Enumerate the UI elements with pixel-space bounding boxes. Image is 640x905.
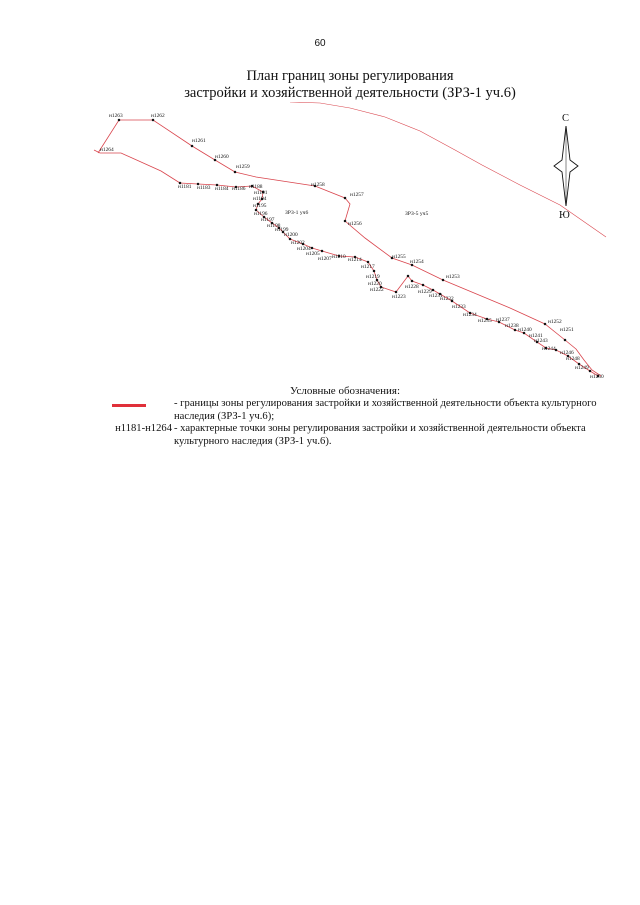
point-label: н1198 [267, 223, 281, 229]
point-label: н1191 [254, 190, 268, 196]
boundary-point-marker [564, 339, 567, 342]
map-canvas [88, 102, 608, 384]
point-label: н1229 [418, 289, 432, 295]
boundary-point-marker [589, 370, 592, 373]
boundary-point-marker [191, 145, 194, 148]
boundary-point-marker [514, 329, 517, 332]
point-label: н1195 [253, 203, 267, 209]
boundary-point-marker [344, 197, 347, 200]
boundary-point-marker [411, 280, 414, 283]
point-label: н1214 [348, 257, 362, 263]
point-label: н1223 [392, 294, 406, 300]
boundary-line-west-end [94, 150, 180, 183]
boundary-point-marker [234, 171, 237, 174]
point-label: н1233 [452, 304, 466, 310]
point-label: н1259 [236, 164, 250, 170]
legend-title: Условные обозначения: [290, 385, 401, 397]
characteristic-points [118, 119, 600, 378]
point-label: н1241 [529, 333, 543, 339]
boundary-point-marker [311, 247, 314, 250]
point-label: н1249 [575, 365, 589, 371]
point-label: н1222 [370, 287, 384, 293]
point-label: н1251 [560, 327, 574, 333]
point-label: н1183 [197, 185, 211, 191]
boundary-point-marker [367, 261, 370, 264]
point-label: н1200 [284, 232, 298, 238]
point-label: н1207 [318, 256, 332, 262]
point-label: н1260 [215, 154, 229, 160]
point-labels [100, 113, 604, 380]
point-label: н1234 [463, 312, 477, 318]
point-label: н1217 [361, 264, 375, 270]
legend-points-key: н1181-н1264 [115, 423, 172, 434]
point-label: н1232 [440, 296, 454, 302]
boundary-point-marker [321, 250, 324, 253]
point-label: н1197 [261, 217, 275, 223]
point-label: н1243 [534, 338, 548, 344]
zone-label: ЗРЗ-5 уч5 [405, 211, 429, 217]
point-label: н1228 [405, 284, 419, 290]
compass-rose [554, 113, 578, 221]
zone-label: ЗРЗ-1 уч6 [285, 210, 309, 216]
point-label: н1254 [410, 259, 424, 265]
boundary-line-upper [98, 120, 601, 376]
page-number: 60 [314, 38, 326, 49]
point-label: н1263 [109, 113, 123, 119]
zone-labels [285, 210, 428, 217]
point-label: н1253 [446, 274, 460, 280]
map-title-line-2: застройки и хозяйственной деятельности (ЗРЗ-1 уч.6) [184, 85, 516, 101]
boundary-point-marker [544, 323, 547, 326]
point-label: н1238 [505, 323, 519, 329]
boundary-point-marker [344, 220, 347, 223]
point-label: н1240 [518, 327, 532, 333]
point-label: н1220 [368, 281, 382, 287]
legend-boundary-text: - границы зоны регулирования застройки и хозяйственной деятельности объекта культурного наследия (ЗРЗ-1 уч.6); [174, 398, 597, 422]
point-label: н1181 [178, 184, 192, 190]
point-label: н1186 [232, 186, 246, 192]
point-label: н1188 [249, 184, 263, 190]
point-label: н1252 [548, 319, 562, 325]
legend-red-line-symbol [112, 404, 146, 407]
boundary-point-marker [118, 119, 121, 122]
boundary-point-marker [373, 270, 376, 273]
point-label: н1258 [311, 182, 325, 188]
compass-north-label: С [562, 113, 570, 124]
boundary-line-lower [180, 183, 598, 376]
boundary-point-marker [395, 291, 398, 294]
point-label: н1237 [496, 317, 510, 323]
boundary-map [88, 102, 608, 384]
point-label: н1244 [542, 346, 556, 352]
point-label: н1184 [215, 186, 229, 192]
boundary-point-marker [432, 289, 435, 292]
point-label: н1248 [566, 356, 580, 362]
point-label: н1255 [392, 254, 406, 260]
point-label: н1219 [366, 274, 380, 280]
point-label: н1261 [192, 138, 206, 144]
compass-south-label: Ю [559, 210, 570, 221]
point-label: н1205 [306, 251, 320, 257]
point-label: н1235 [478, 318, 492, 324]
boundary-point-marker [407, 275, 410, 278]
point-label: н1257 [350, 192, 364, 198]
point-label: н1194 [253, 196, 267, 202]
legend-points-text: - характерные точки зоны регулирования застройки и хозяйственной деятельности объекта культурного наследия (ЗРЗ-1 уч.6). [174, 423, 586, 447]
point-label: н1264 [100, 147, 114, 153]
point-label: н1256 [348, 221, 362, 227]
point-label: н1262 [151, 113, 165, 119]
boundary-point-marker [442, 279, 445, 282]
point-label: н1204 [297, 246, 311, 252]
point-label: н1196 [254, 211, 268, 217]
point-label: н1250 [590, 374, 604, 380]
point-label: н1199 [275, 227, 289, 233]
point-label: н1210 [332, 254, 346, 260]
point-label: н1246 [560, 350, 574, 356]
boundary-point-marker [422, 284, 425, 287]
point-label: н1202 [291, 240, 305, 246]
map-title-line-1: План границ зоны регулирования [246, 68, 454, 84]
boundary-point-marker [152, 119, 155, 122]
point-label: н1231 [429, 293, 443, 299]
